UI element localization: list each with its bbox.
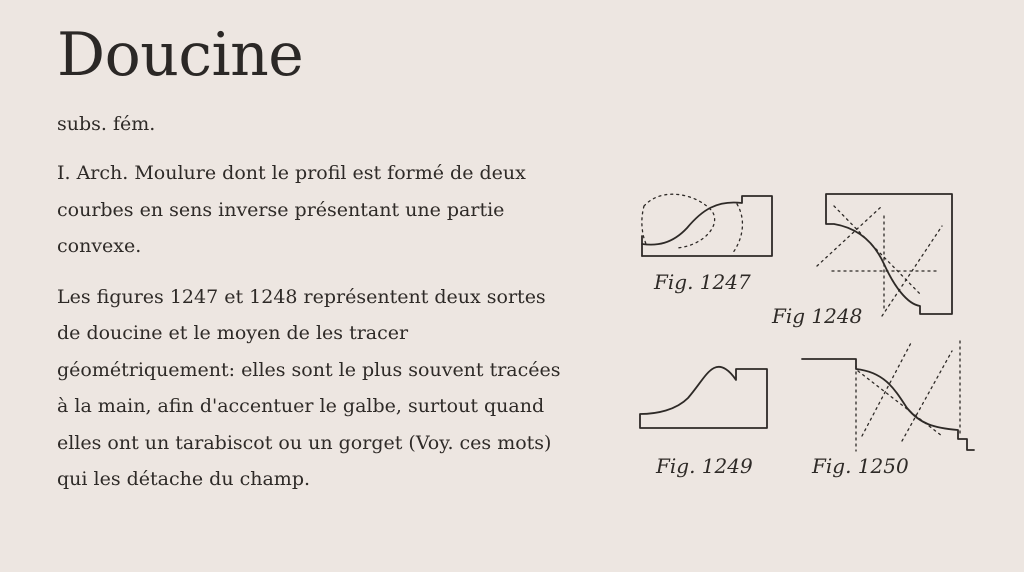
figure-1250-caption: Fig. 1250 (812, 454, 909, 478)
figure-1248-drawing (817, 194, 952, 316)
figure-1247-caption: Fig. 1247 (654, 270, 751, 294)
figure-1248-caption: Fig 1248 (772, 304, 863, 328)
figure-1249-caption: Fig. 1249 (656, 454, 753, 478)
molding-figures (622, 176, 992, 496)
entry-text (57, 18, 577, 498)
entry-title: Doucine (57, 20, 304, 90)
figure-1249-drawing (640, 367, 767, 428)
grammar-label: subs. fém. (57, 113, 156, 135)
figure-1247-drawing (642, 194, 772, 256)
figures-illustration (622, 176, 992, 496)
figure-1250-drawing (802, 341, 974, 451)
definition-paragraph: I. Arch. Moulure dont le profil est formé de deux courbes en sens inverse présentant une partie convexe. (57, 162, 526, 257)
description-paragraph: Les figures 1247 et 1248 représentent deux sortes de doucine et le moyen de les tracer géométriquement: elles sont le plus souvent tracées à la main, afin d'accentuer le galbe, surtout quand elles ont un tarabiscot ou un gorget (Voy. ces mots) qui les détache du champ. (57, 285, 561, 490)
